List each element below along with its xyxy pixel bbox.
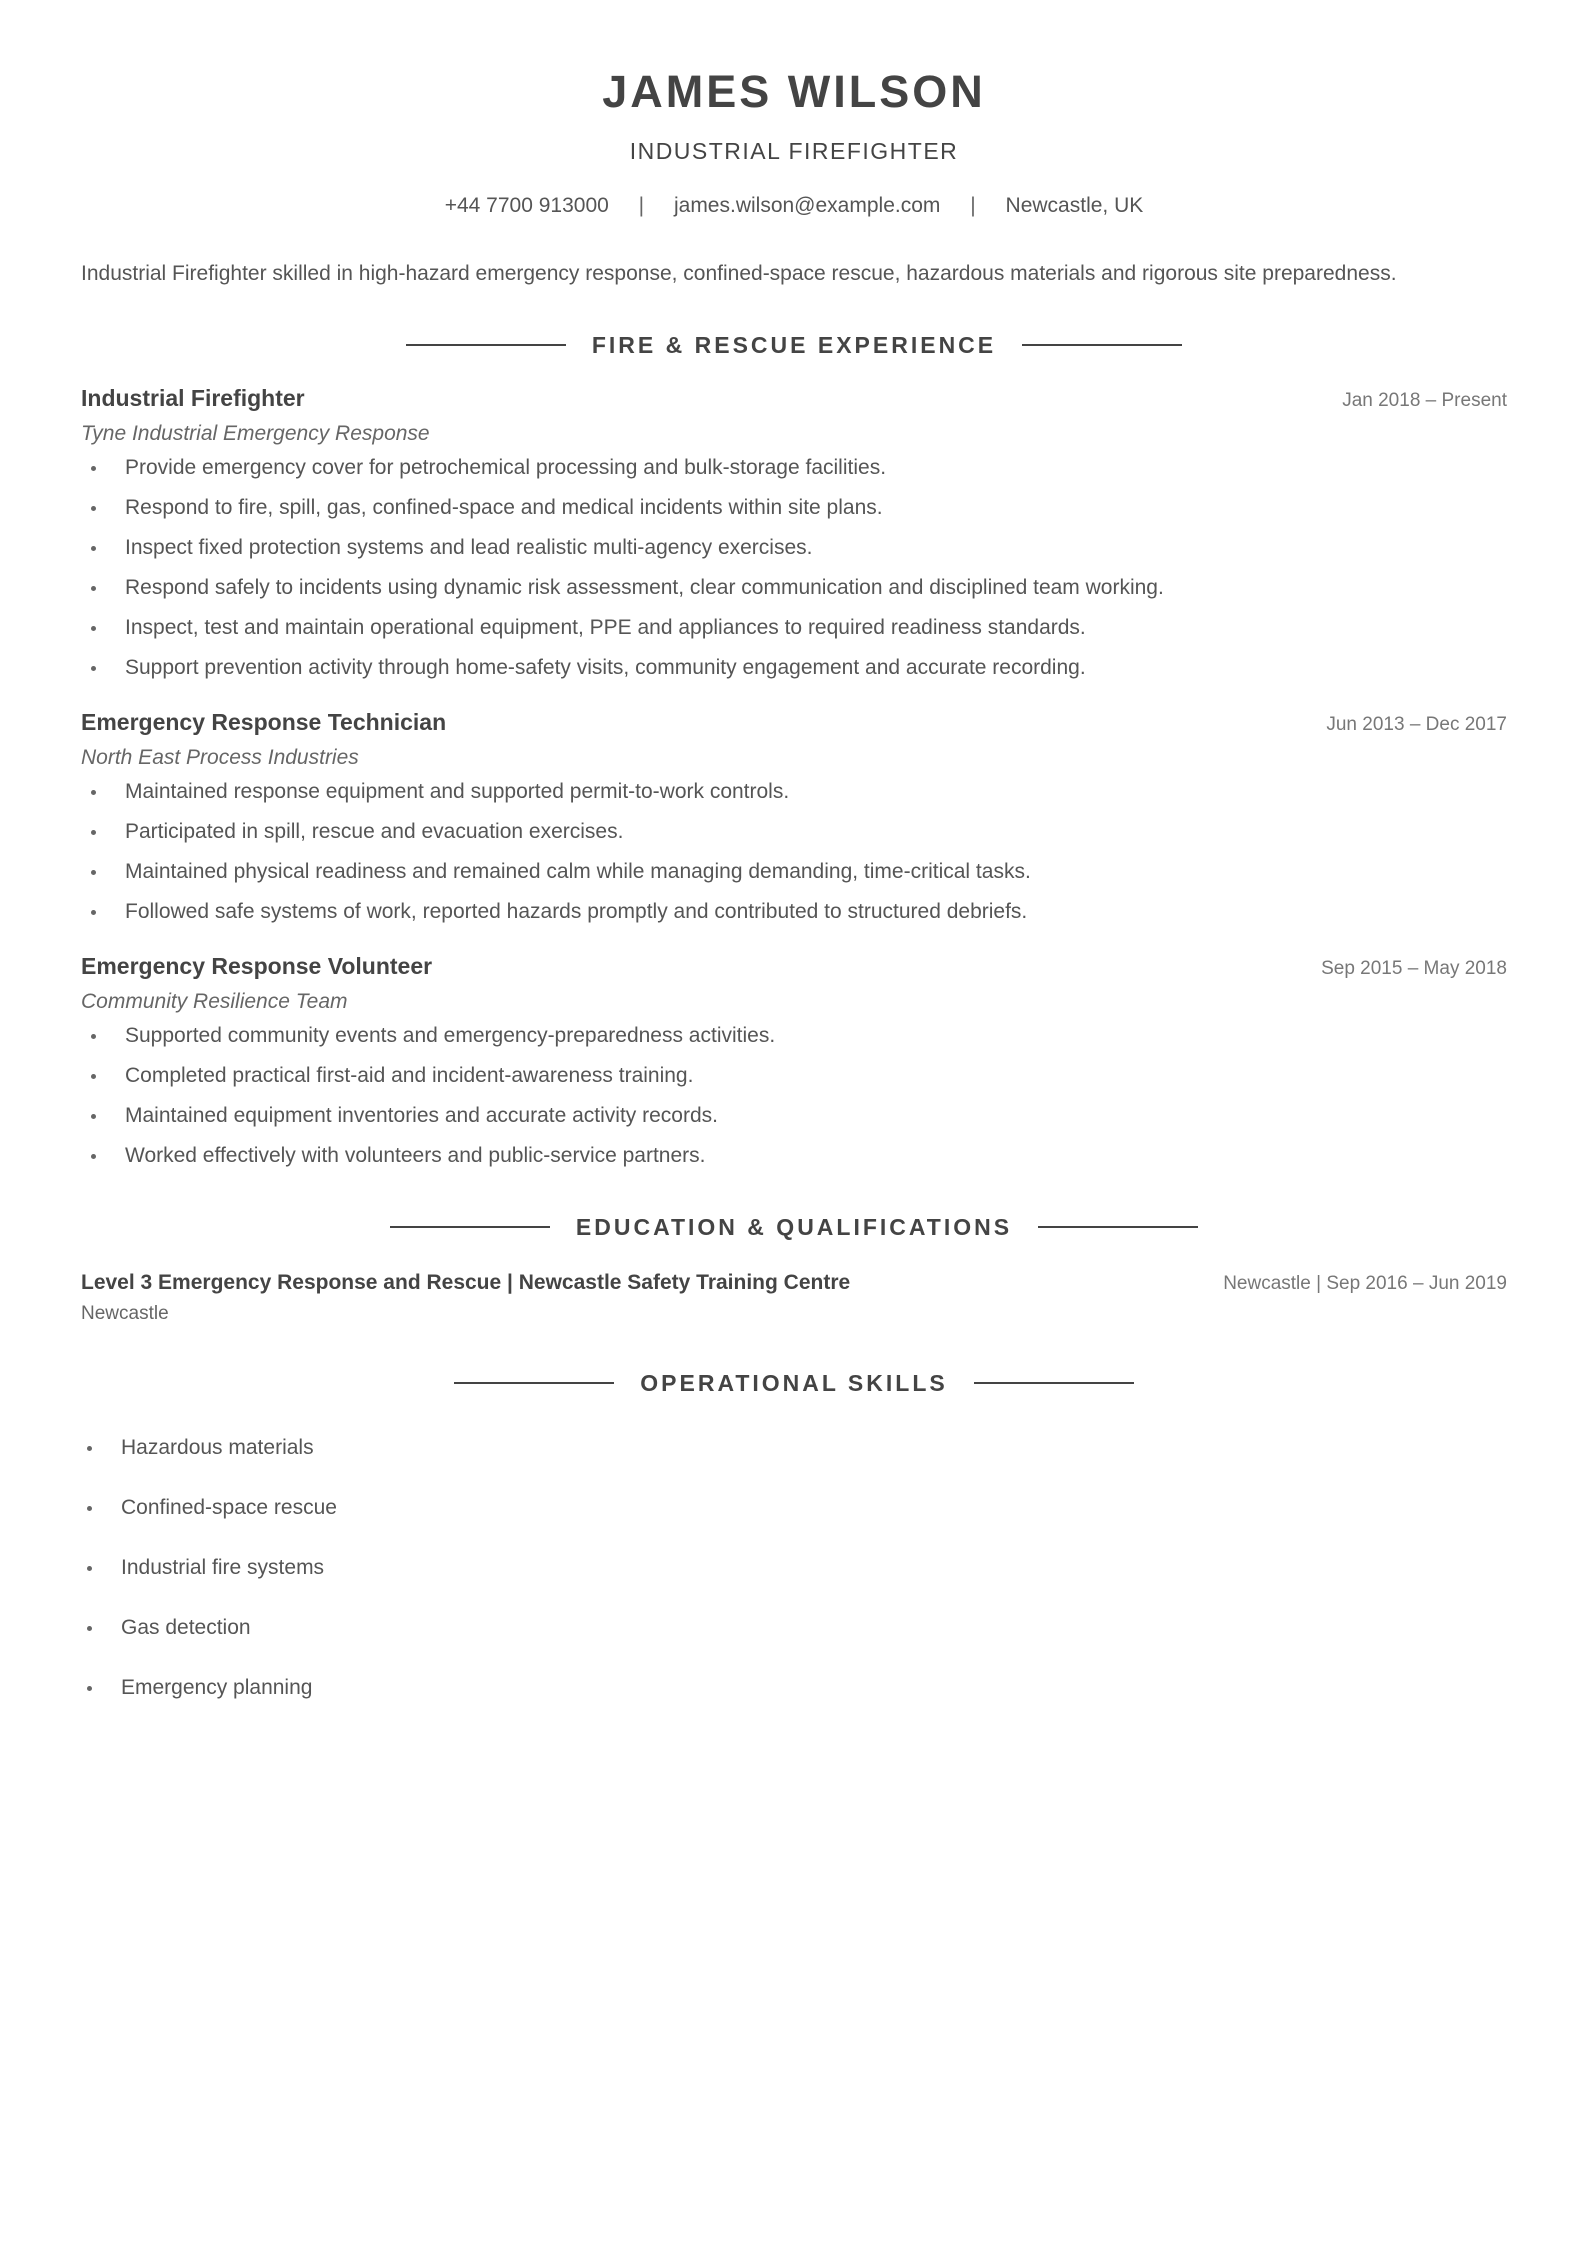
job-bullet-text: Inspect, test and maintain operational equipment, PPE and appliances to required readiness standards. — [125, 616, 1086, 639]
bullet-dot — [91, 1114, 96, 1119]
job-dates: Sep 2015 – May 2018 — [1321, 958, 1507, 979]
skill-text: Emergency planning — [121, 1676, 313, 1699]
heading-rule-right — [1022, 344, 1182, 346]
bullet-dot — [91, 830, 96, 835]
skill-item — [81, 1434, 1507, 1462]
job-bullet-text: Provide emergency cover for petrochemical processing and bulk-storage facilities. — [125, 456, 887, 479]
job-bullet-text: Support prevention activity through home-safety visits, community engagement and accurate recording. — [125, 656, 1086, 679]
job-bullets — [81, 454, 1507, 682]
heading-rule-left — [406, 344, 566, 346]
job-bullet-text: Respond to fire, spill, gas, confined-space and medical incidents within site plans. — [125, 496, 883, 519]
education-section-heading — [81, 1212, 1507, 1242]
job-bullet — [81, 1102, 1507, 1130]
education-heading-label: EDUCATION & QUALIFICATIONS — [575, 1213, 1013, 1240]
job-bullet — [81, 454, 1507, 482]
skill-text: Hazardous materials — [121, 1436, 314, 1459]
job-bullet — [81, 898, 1507, 926]
job-company: Community Resilience Team — [81, 990, 348, 1013]
contact-separator: | — [970, 194, 976, 217]
bullet-dot — [91, 870, 96, 875]
job-bullet — [81, 1022, 1507, 1050]
job-title: Industrial Firefighter — [81, 385, 305, 411]
bullet-dot — [87, 1446, 92, 1451]
heading-rule-left — [454, 1382, 614, 1384]
bullet-dot — [87, 1686, 92, 1691]
job-bullet-text: Participated in spill, rescue and evacuation exercises. — [125, 820, 624, 843]
candidate-name: JAMES WILSON — [602, 66, 986, 117]
bullet-dot — [91, 1154, 96, 1159]
bullet-dot — [91, 586, 96, 591]
experience-heading-label: FIRE & RESCUE EXPERIENCE — [591, 331, 997, 358]
job-bullet — [81, 574, 1507, 602]
job-entry — [81, 706, 1507, 926]
job-dates: Jun 2013 – Dec 2017 — [1326, 714, 1507, 735]
job-bullet-text: Respond safely to incidents using dynamic risk assessment, clear communication and disciplined team working. — [125, 576, 1164, 599]
job-bullet — [81, 778, 1507, 806]
education-entry — [81, 1268, 1507, 1326]
bullet-dot — [91, 466, 96, 471]
job-bullet-text: Maintained equipment inventories and accurate activity records. — [125, 1104, 718, 1127]
heading-rule-right — [974, 1382, 1134, 1384]
location: Newcastle, UK — [1005, 194, 1144, 217]
job-header — [81, 382, 1507, 414]
skill-item — [81, 1554, 1507, 1582]
bullet-dot — [91, 910, 96, 915]
bullet-dot — [91, 790, 96, 795]
job-bullet-text: Maintained response equipment and supported permit-to-work controls. — [125, 780, 790, 803]
job-bullet — [81, 858, 1507, 886]
job-bullets — [81, 778, 1507, 926]
bullet-dot — [91, 1074, 96, 1079]
job-title: Emergency Response Volunteer — [81, 953, 433, 979]
job-dates: Jan 2018 – Present — [1342, 390, 1507, 411]
bullet-dot — [87, 1506, 92, 1511]
contact-line — [81, 192, 1507, 220]
job-bullet — [81, 818, 1507, 846]
bullet-dot — [87, 1566, 92, 1571]
job-company: North East Process Industries — [81, 746, 359, 769]
skills-list — [81, 1434, 1507, 1702]
heading-rule-left — [390, 1226, 550, 1228]
skill-item — [81, 1614, 1507, 1642]
skill-item — [81, 1674, 1507, 1702]
experience-section-heading — [81, 330, 1507, 360]
heading-rule-right — [1038, 1226, 1198, 1228]
bullet-dot — [91, 666, 96, 671]
job-bullet-text: Completed practical first-aid and incident-awareness training. — [125, 1064, 694, 1087]
skill-text: Industrial fire systems — [121, 1556, 325, 1579]
job-bullet-text: Followed safe systems of work, reported hazards promptly and contributed to structured debriefs. — [125, 900, 1028, 923]
job-header — [81, 706, 1507, 738]
job-bullet — [81, 494, 1507, 522]
job-bullets — [81, 1022, 1507, 1170]
experience-list — [81, 382, 1507, 1170]
job-bullet-text: Supported community events and emergency-preparedness activities. — [125, 1024, 776, 1047]
job-bullet — [81, 654, 1507, 682]
professional-summary: Industrial Firefighter skilled in high-hazard emergency response, confined-space rescue, hazardous materials and rigorous site preparedness. — [81, 262, 1397, 285]
phone-number: +44 7700 913000 — [444, 194, 609, 217]
bullet-dot — [91, 1034, 96, 1039]
qualification-city: Newcastle — [81, 1303, 169, 1324]
education-header — [81, 1268, 1507, 1298]
skills-heading-label: OPERATIONAL SKILLS — [640, 1369, 948, 1396]
qualification-meta: Newcastle | Sep 2016 – Jun 2019 — [1223, 1273, 1507, 1294]
contact-separator: | — [638, 194, 645, 217]
job-header — [81, 950, 1507, 982]
email-address: james.wilson@example.com — [673, 194, 941, 217]
job-entry — [81, 950, 1507, 1170]
skill-text: Gas detection — [121, 1616, 251, 1639]
bullet-dot — [91, 506, 96, 511]
candidate-title: INDUSTRIAL FIREFIGHTER — [629, 138, 959, 164]
job-title: Emergency Response Technician — [81, 709, 447, 735]
bullet-dot — [91, 626, 96, 631]
job-entry — [81, 382, 1507, 682]
job-bullet-text: Maintained physical readiness and remained calm while managing demanding, time-critical tasks. — [125, 860, 1031, 883]
qualification-title: Level 3 Emergency Response and Rescue | Newcastle Safety Training Centre — [81, 1271, 851, 1294]
job-bullet — [81, 534, 1507, 562]
job-bullet — [81, 1142, 1507, 1170]
job-company: Tyne Industrial Emergency Response — [81, 422, 430, 445]
skills-section-heading — [81, 1368, 1507, 1398]
skill-text: Confined-space rescue — [121, 1496, 337, 1519]
job-bullet — [81, 1062, 1507, 1090]
skill-item — [81, 1494, 1507, 1522]
job-bullet-text: Worked effectively with volunteers and public-service partners. — [125, 1144, 706, 1167]
bullet-dot — [87, 1626, 92, 1631]
bullet-dot — [91, 546, 96, 551]
job-bullet — [81, 614, 1507, 642]
job-bullet-text: Inspect fixed protection systems and lead realistic multi-agency exercises. — [125, 536, 813, 559]
resume-header — [81, 62, 1507, 220]
